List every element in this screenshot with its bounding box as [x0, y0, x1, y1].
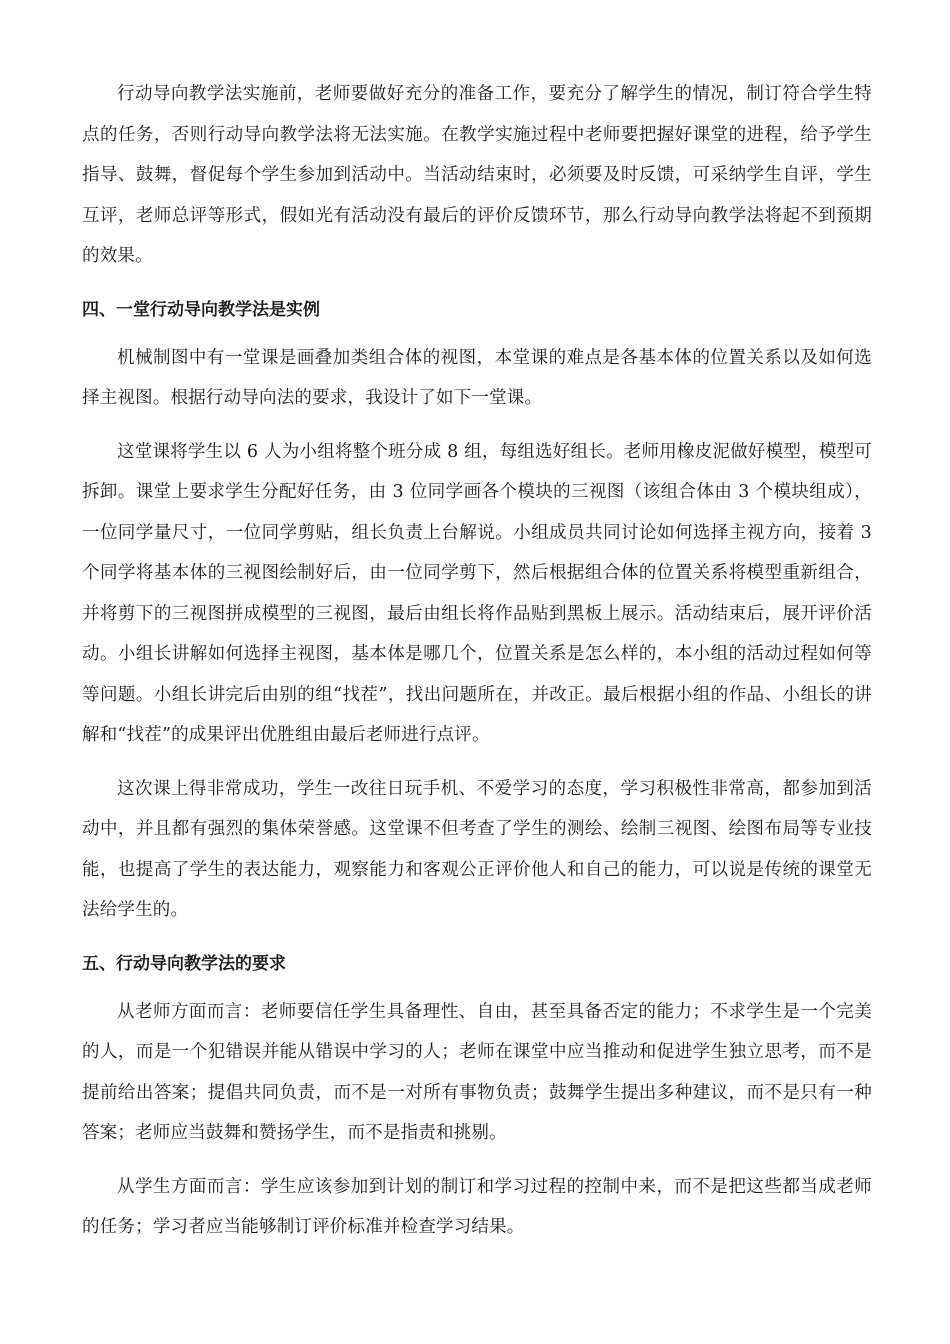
spacer — [82, 984, 872, 992]
spacer — [82, 419, 872, 432]
section-heading-five: 五、行动导向教学法的要求 — [82, 953, 286, 974]
spacer — [82, 1154, 872, 1167]
spacer — [82, 277, 872, 290]
paragraph-student-requirements: 从学生方面而言：学生应该参加到计划的制订和学习过程的控制中来，而不是把这些都当成老师的任务；学习者应当能够制订评价标准并检查学习结果。 — [82, 1176, 872, 1237]
document-body — [82, 74, 872, 1248]
spacer — [82, 931, 872, 944]
paragraph-implementation: 行动导向教学法实施前，老师要做好充分的准备工作，要充分了解学生的情况，制订符合学生特点的任务，否则行动导向教学法将无法实施。在教学实施过程中老师要把握好课堂的进程，给予学生指导、鼓舞，督促每个学生参加到活动中。当活动结束时，必须要及时反馈，可采纳学生自评，学生互评，老师总评等形式，假如光有活动没有最后的评价反馈环节，那么行动导向教学法将起不到预期的效果。 — [82, 84, 872, 266]
paragraph-teacher-requirements: 从老师方面而言：老师要信任学生具备理性、自由，甚至具备否定的能力；不求学生是一个完美的人，而是一个犯错误并能从错误中学习的人；老师在课堂中应当推动和促进学生独立思考，而不是提前给出答案；提倡共同负责，而不是一对所有事物负责；鼓舞学生提出多种建议，而不是只有一种答案；老师应当鼓舞和赞扬学生，而不是指责和挑剔。 — [82, 1001, 872, 1143]
paragraph-example-process: 这堂课将学生以 6 人为小组将整个班分成 8 组，每组选好组长。老师用橡皮泥做好模型，模型可拆卸。课堂上要求学生分配好任务，由 3 位同学画各个模块的三视图（该组合体由 3 个模块组成），一位同学量尺寸，一位同学剪贴，组长负责上台解说。小组成员共同讨论如何选择主视方向，接着 3 个同学将基本体的三视图绘制好后，由一位同学剪下，然后根据组合体的位置关系将模型重新组合，并将剪下的三视图拼成模型的三视图，最后由组长将作品贴到黑板上展示。活动结束后，展开评价活动。小组长讲解如何选择主视图，基本体是哪几个，位置关系是怎么样的，本小组的活动过程如何等等问题。小组长讲完后由别的组“找茬”，找出问题所在，并改正。最后根据小组的作品、小组长的讲解和“找茬”的成果评出优胜组由最后老师进行点评。 — [82, 441, 872, 745]
section-heading-four: 四、一堂行动导向教学法是实例 — [82, 299, 320, 320]
spacer — [82, 756, 872, 769]
paragraph-example-intro: 机械制图中有一堂课是画叠加类组合体的视图，本堂课的难点是各基本体的位置关系以及如何选择主视图。根据行动导向法的要求，我设计了如下一堂课。 — [82, 347, 872, 408]
paragraph-example-result: 这次课上得非常成功，学生一改往日玩手机、不爱学习的态度，学习积极性非常高，都参加到活动中，并且都有强烈的集体荣誉感。这堂课不但考查了学生的测绘、绘制三视图、绘图布局等专业技能，也提高了学生的表达能力，观察能力和客观公正评价他人和自己的能力，可以说是传统的课堂无法给学生的。 — [82, 778, 872, 920]
spacer — [82, 330, 872, 338]
